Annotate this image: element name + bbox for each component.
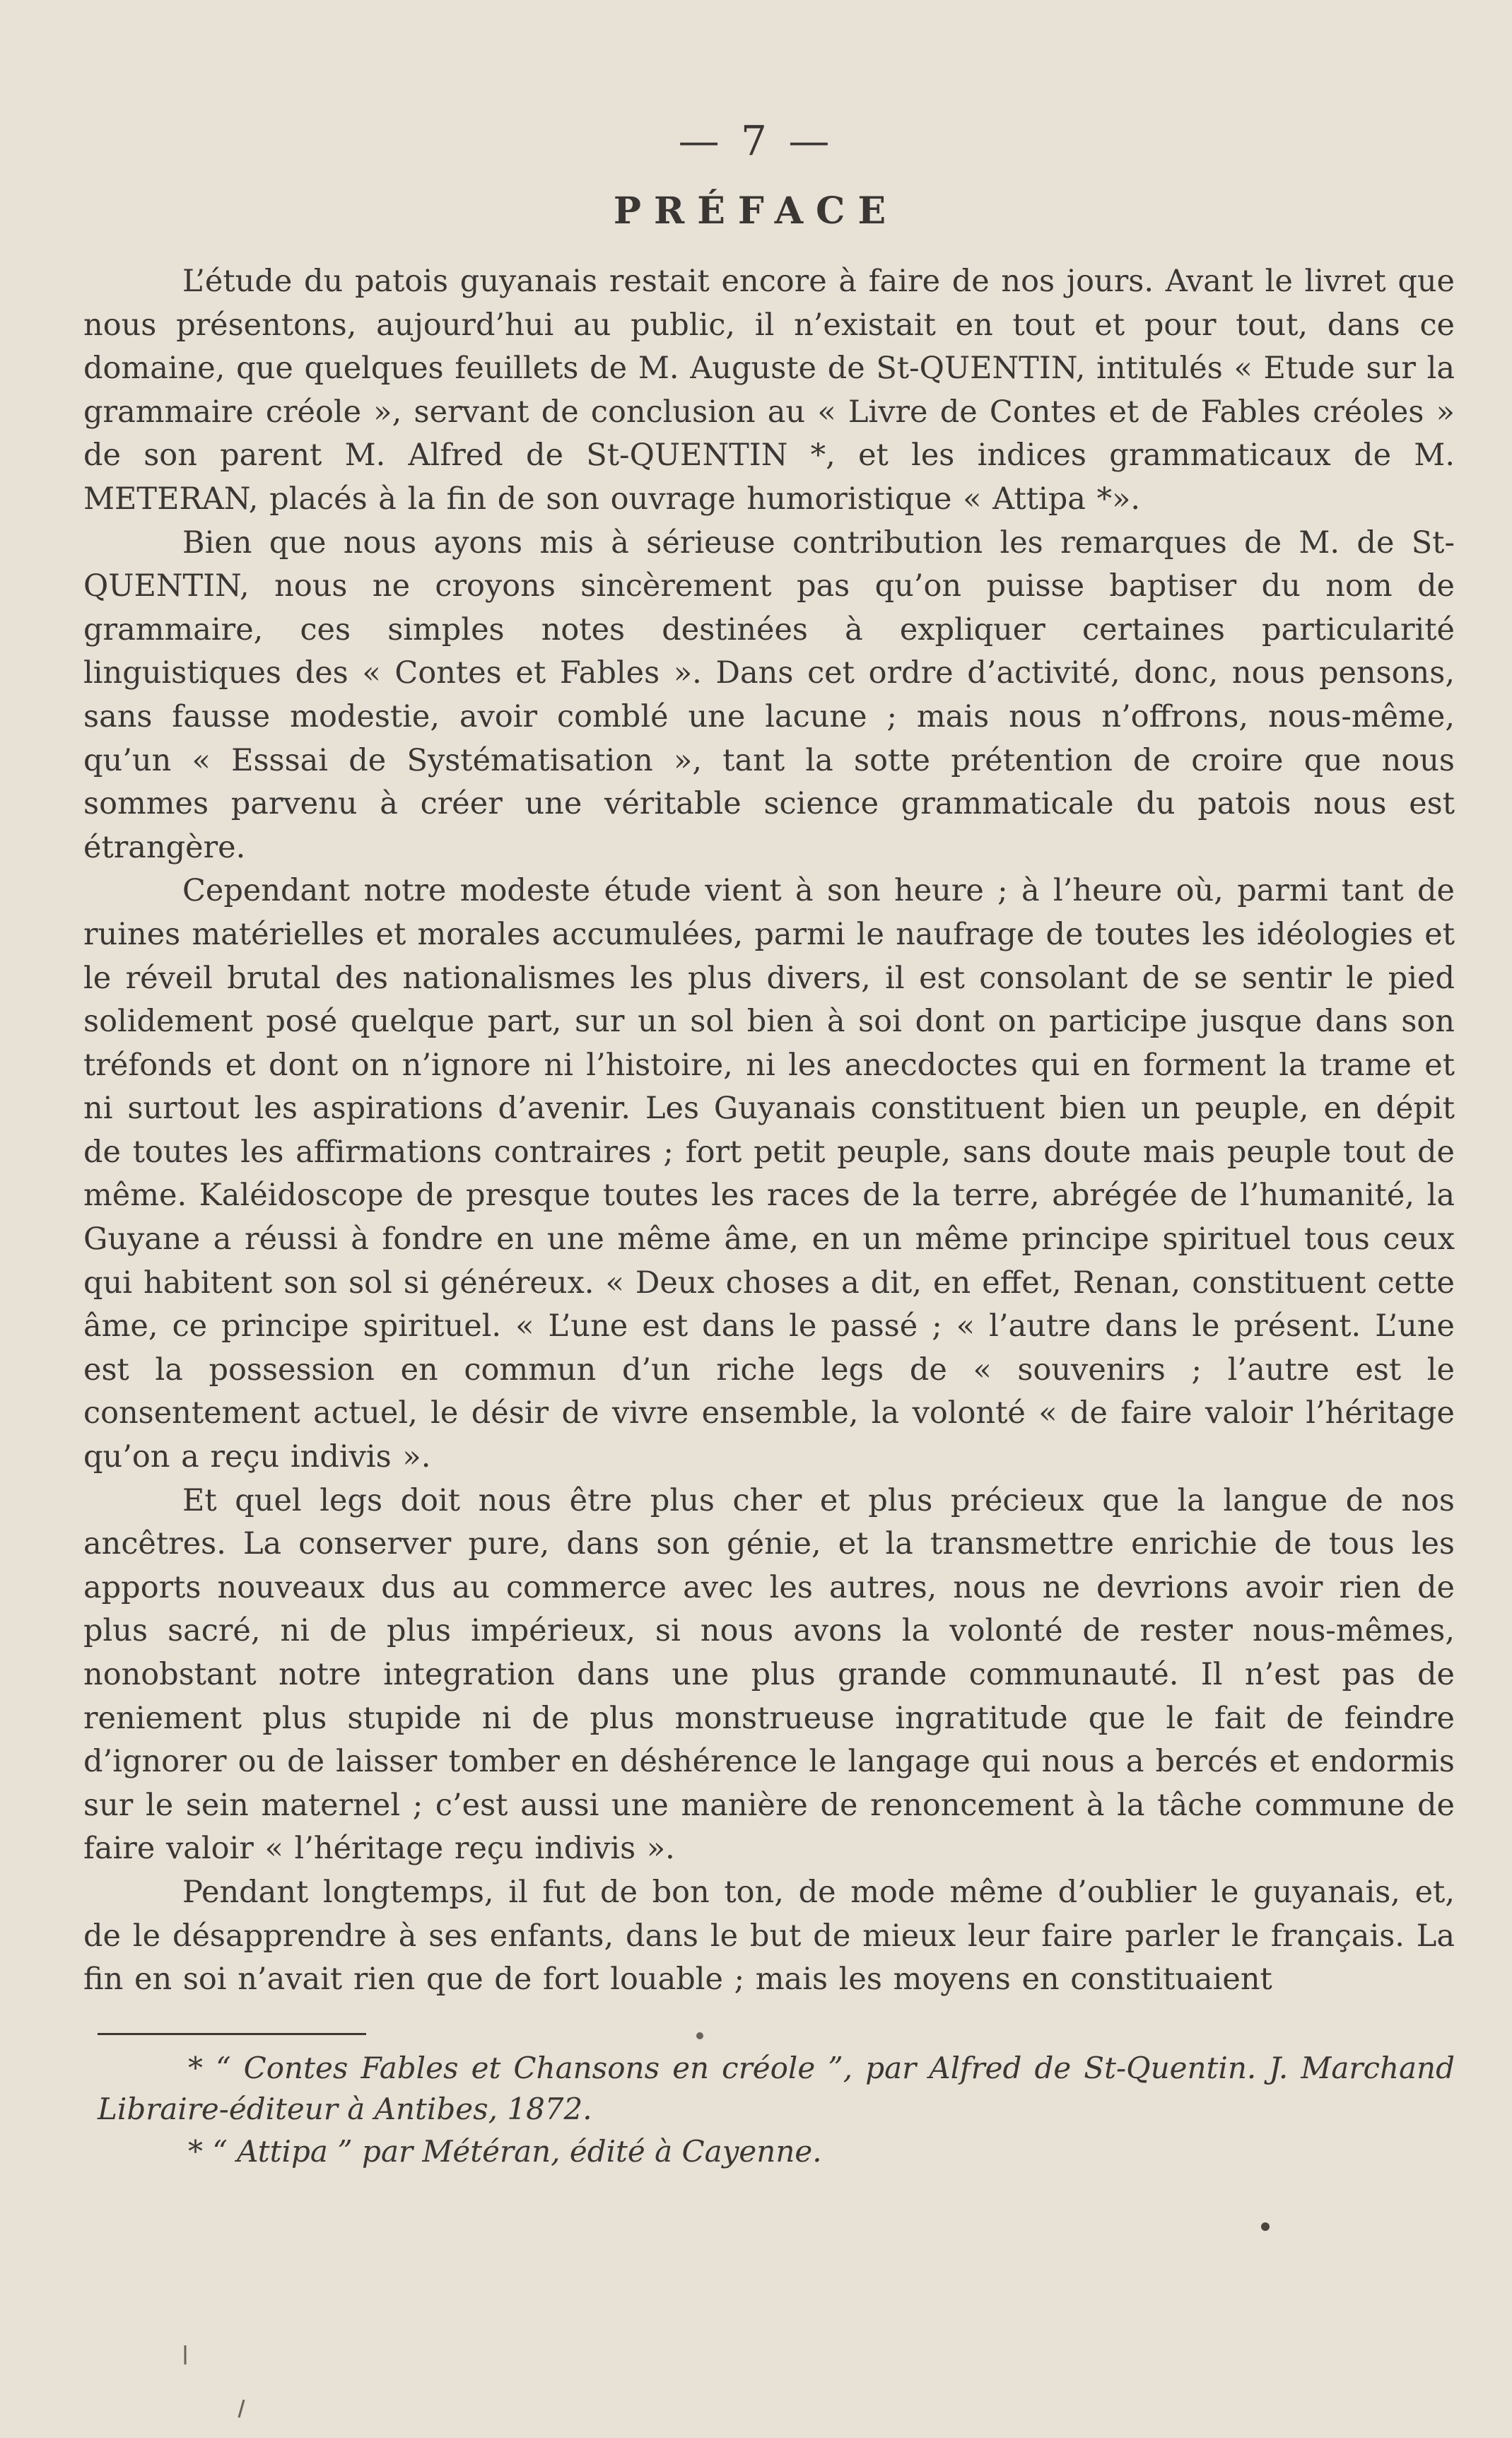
footnote: * “ Attipa ” par Météran, édité à Cayenne. bbox=[188, 2134, 822, 2169]
paragraph: Pendant longtemps, il fut de bon ton, de mode même d’oublier le guyanais, et, de le désapprendre à ses enfants, dans le but de mieux leur faire parler le français. La fin en soi n’avait rien que de fort louable ; mais les moyens en constituaient bbox=[83, 1874, 1455, 1998]
paragraph: L’étude du patois guyanais restait encore à faire de nos jours. Avant le livret que nous présentons, aujourd’hui au public, il n’existait en tout et pour tout, dans ce domaine, que quelques feuillets de M. Auguste de St-QUENTIN, intitulés « Etude sur la grammaire créole », servant de conclusion au « Livre de Contes et de Fables créoles » de son parent M. Alfred de St-QUENTIN *, et les indices grammaticaux de M. METERAN, placés à la fin de son ouvrage humoristique « Attipa *». bbox=[83, 264, 1455, 517]
paragraph: Cependant notre modeste étude vient à son heure ; à l’heure où, parmi tant de ruines matérielles et morales accumulées, parmi le naufrage de toutes les idéologies et le réveil brutal des nationalismes les plus divers, il est consolant de se sentir le pied solidement posé quelque part, sur un sol bien à soi dont on participe jusque dans son tréfonds et dont on n’ignore ni l’histoire, ni les anecdoctes qui en forment la trame et ni surtout les aspirations d’avenir. Les Guyanais constituent bien un peuple, en dépit de toutes les affirmations contraires ; fort petit peuple, sans doute mais peuple tout de même. Kaléidoscope de presque toutes les races de la terre, abrégée de l’humanité, la Guyane a réussi à fondre en une même âme, en un même principe spirituel tous ceux qui habitent son sol si généreux. « Deux choses a dit, en effet, Renan, constituent cette âme, ce principe spirituel. « L’une est dans le passé ; « l’autre dans le présent. L’une est la possession en commun d’un riche legs de « souvenirs ; l’autre est le consentement actuel, le désir de vivre ensemble, la volonté « de faire valoir l’héritage qu’on a reçu indivis ». bbox=[83, 873, 1455, 1475]
page-title: PRÉFACE bbox=[613, 189, 899, 233]
paragraph: Et quel legs doit nous être plus cher et plus précieux que la langue de nos ancêtres. La conserver pure, dans son génie, et la transmettre enrichie de tous les apports nouveaux dus au commerce avec les autres, nous ne devrions avoir rien de plus sacré, ni de plus impérieux, si nous avons la volonté de rester nous-mêmes, nonobstant notre integration dans une plus grande communauté. Il n’est pas de reniement plus stupide ni de plus monstrueuse ingratitude que le fait de feindre d’ignorer ou de laisser tomber en déshérence le langage qui nous a bercés et endormis sur le sein maternel ; c’est aussi une manière de renoncement à la tâche commune de faire valoir « l’héritage reçu indivis ». bbox=[83, 1482, 1455, 1867]
page-number: — 7 — bbox=[678, 117, 834, 165]
paragraph: Bien que nous ayons mis à sérieuse contribution les remarques de M. de St-QUENTIN, nous ne croyons sincèrement pas qu’on puisse baptiser du nom de grammaire, ces simples notes destinées à expliquer certaines particularité linguistiques des « Contes et Fables ». Dans cet ordre d’activité, donc, nous pensons, sans fausse modestie, avoir comblé une lacune ; mais nous n’offrons, nous-même, qu’un « Esssai de Systématisation », tant la sotte prétention de croire que nous sommes parvenu à créer une véritable science grammaticale du patois nous est étrangère. bbox=[83, 524, 1455, 865]
footnote: * “ Contes Fables et Chansons en créole ”, par Alfred de St-Quentin. J. Marchand Libraire-éditeur à Antibes, 1872. bbox=[98, 2051, 1455, 2126]
